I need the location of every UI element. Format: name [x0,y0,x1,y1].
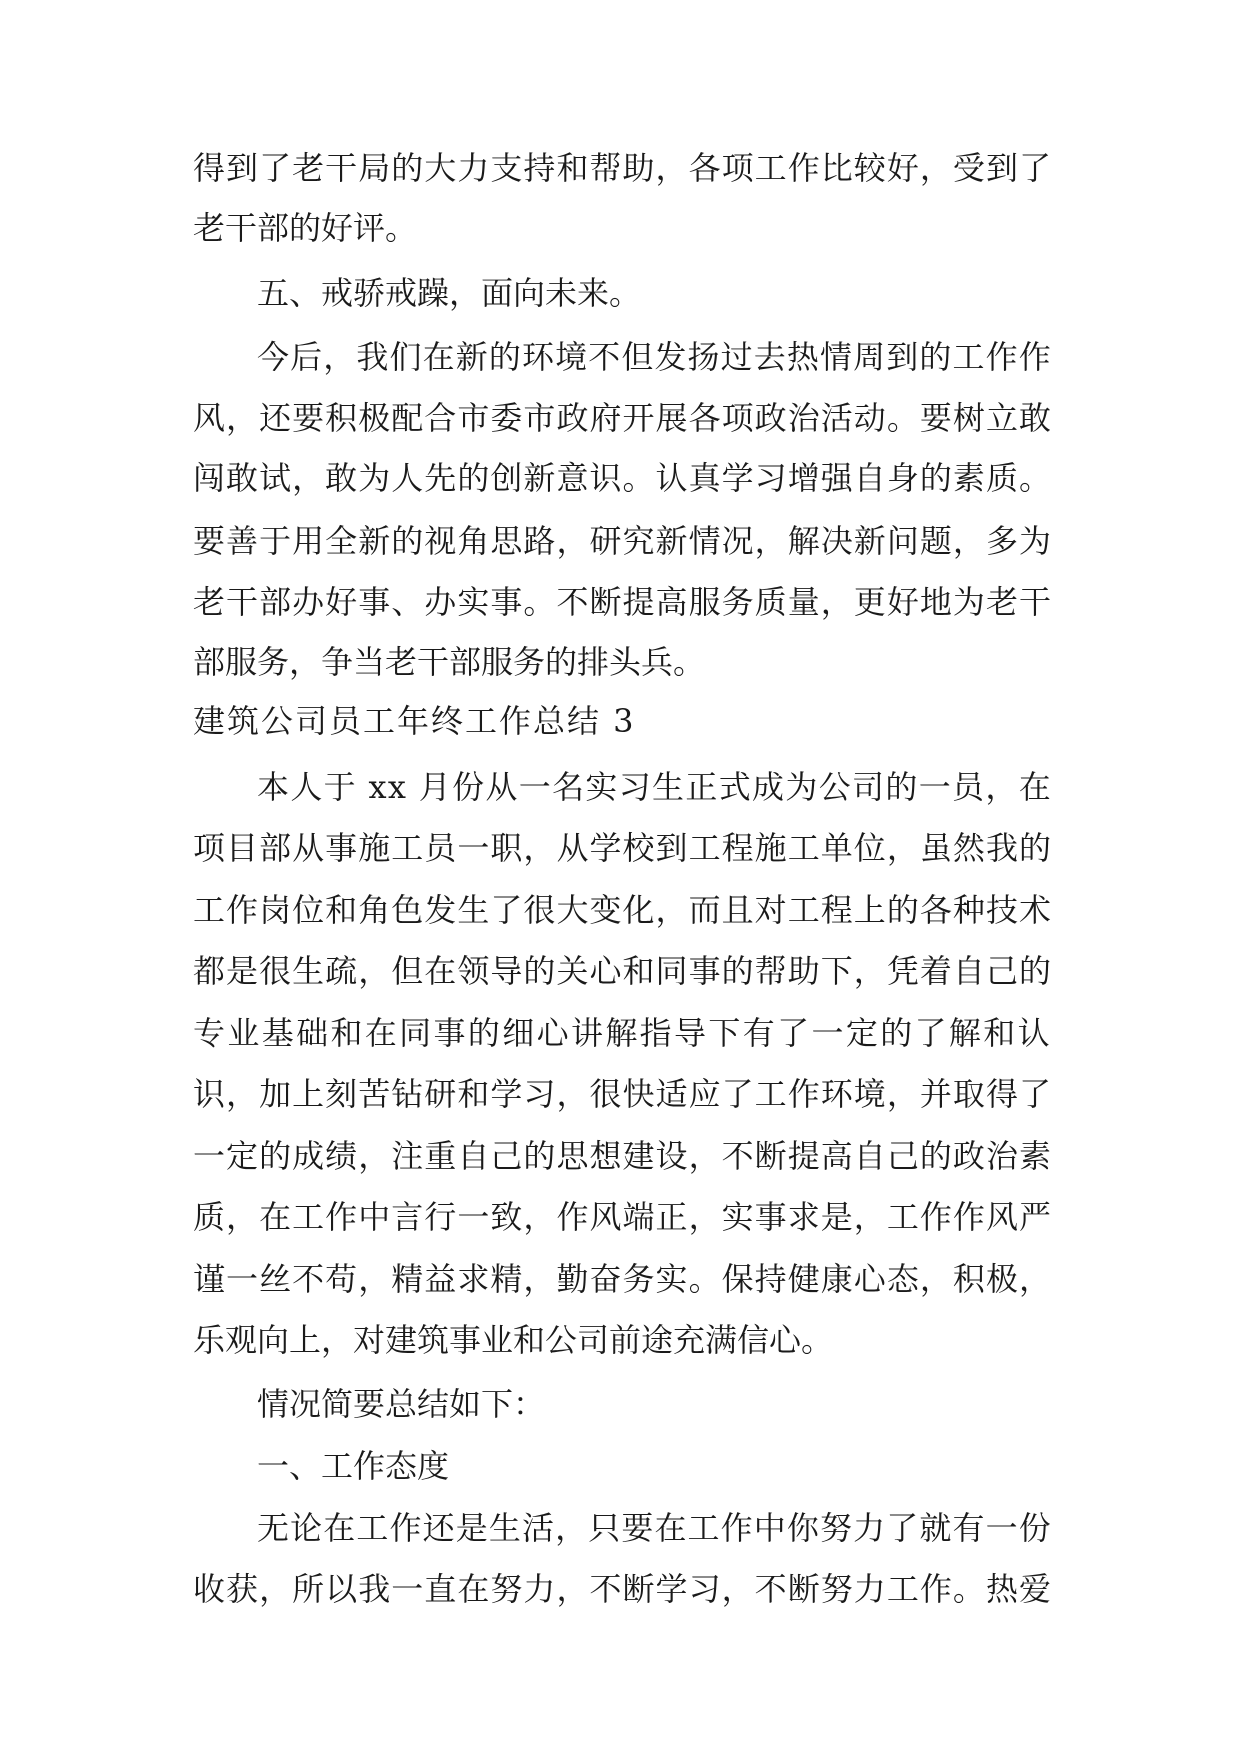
body-text-line: 得到了老干局的大力支持和帮助，各项工作比较好，受到了 [193,149,1053,187]
body-text-line: 本人于 xx 月份从一名实习生正式成为公司的一员，在 [257,768,1053,806]
body-text-line: 项目部从事施工员一职，从学校到工程施工单位，虽然我的 [193,829,1053,867]
section-heading: 五、戒骄戒躁，面向未来。 [257,274,642,312]
body-text-line: 要善于用全新的视角思路，研究新情况，解决新问题，多为 [193,522,1053,560]
body-text-line: 老干部的好评。 [193,209,418,247]
body-text-line: 质，在工作中言行一致，作风端正，实事求是，工作作风严 [193,1198,1053,1236]
document-title: 建筑公司员工年终工作总结 3 [193,702,636,740]
body-text-line: 风，还要积极配合市委市政府开展各项政治活动。要树立敢 [193,399,1053,437]
body-text-line: 老干部办好事、办实事。不断提高服务质量，更好地为老干 [193,583,1053,621]
body-text-line: 今后，我们在新的环境不但发扬过去热情周到的工作作 [257,338,1052,376]
body-text-line: 闯敢试，敢为人先的创新意识。认真学习增强自身的素质。 [193,459,1053,497]
body-text-line: 收获，所以我一直在努力，不断学习，不断努力工作。热爱 [193,1570,1053,1608]
body-text-line: 都是很生疏，但在领导的关心和同事的帮助下，凭着自己的 [193,952,1053,990]
body-text-line: 谨一丝不苟，精益求精，勤奋务实。保持健康心态，积极， [193,1260,1053,1298]
body-text-line: 专业基础和在同事的细心讲解指导下有了一定的了解和认 [193,1014,1053,1052]
section-heading: 一、工作态度 [257,1447,450,1485]
body-text-line: 一定的成绩，注重自己的思想建设，不断提高自己的政治素 [193,1137,1053,1175]
body-text-line: 识，加上刻苦钻研和学习，很快适应了工作环境，并取得了 [193,1075,1053,1113]
body-text-line: 部服务，争当老干部服务的排头兵。 [193,643,706,681]
body-text-line: 乐观向上，对建筑事业和公司前途充满信心。 [193,1321,834,1359]
body-text-line: 工作岗位和角色发生了很大变化，而且对工程上的各种技术 [193,891,1053,929]
body-text-line: 情况简要总结如下： [257,1385,546,1423]
body-text-line: 无论在工作还是生活，只要在工作中你努力了就有一份 [257,1509,1052,1547]
